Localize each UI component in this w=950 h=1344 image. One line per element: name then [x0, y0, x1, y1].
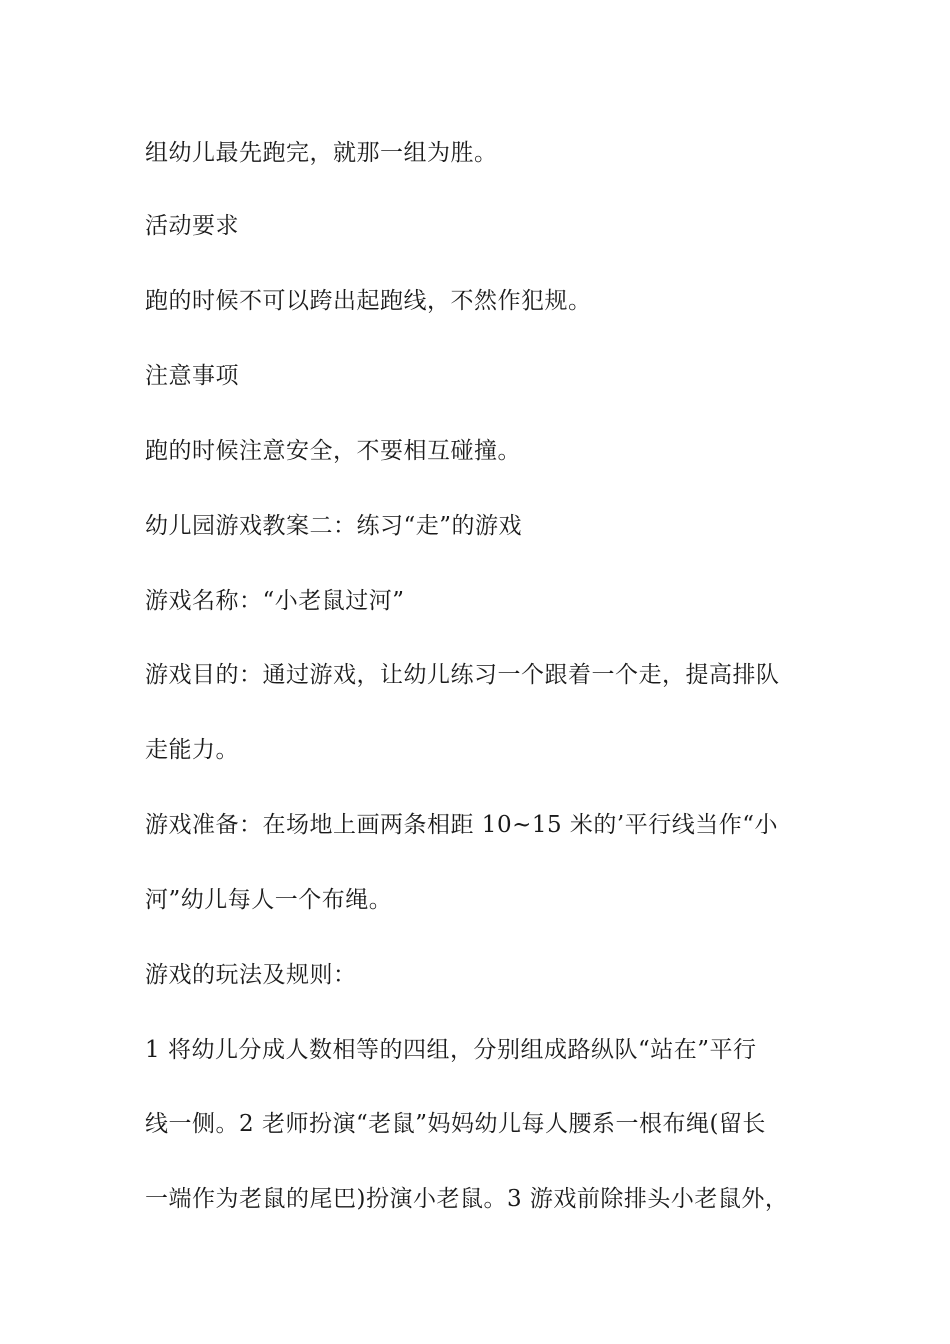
text-line: 1 将幼儿分成人数相等的四组，分别组成路纵队“站在”平行: [145, 1037, 757, 1063]
text-line: 跑的时候不可以跨出起跑线，不然作犯规。: [145, 288, 592, 314]
text-line: 组幼儿最先跑完，就那一组为胜。: [145, 140, 498, 166]
text-line: 一端作为老鼠的尾巴)扮演小老鼠。3 游戏前除排头小老鼠外，: [145, 1186, 789, 1212]
text-line: 游戏准备：在场地上画两条相距 10~15 米的’平行线当作“小: [145, 812, 778, 838]
section-heading: 活动要求: [145, 213, 239, 239]
text-line: 游戏目的：通过游戏，让幼儿练习一个跟着一个走，提高排队: [145, 662, 780, 688]
text-line: 线一侧。2 老师扮演“老鼠”妈妈幼儿每人腰系一根布绳(留长: [145, 1111, 766, 1137]
section-heading: 幼儿园游戏教案二：练习“走”的游戏: [145, 513, 523, 539]
text-line: 跑的时候注意安全，不要相互碰撞。: [145, 438, 521, 464]
text-line: 游戏的玩法及规则：: [145, 962, 357, 988]
section-heading: 注意事项: [145, 363, 239, 389]
text-line: 河”幼儿每人一个布绳。: [145, 887, 393, 913]
text-line: 走能力。: [145, 737, 239, 763]
text-line: 游戏名称：“小老鼠过河”: [145, 588, 405, 614]
